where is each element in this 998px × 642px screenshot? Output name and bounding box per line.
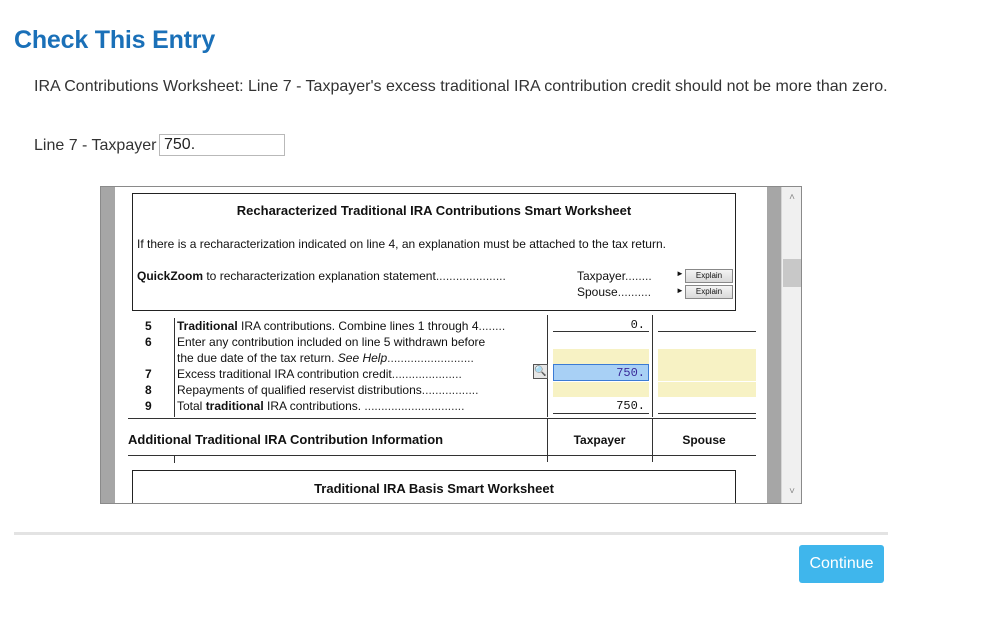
page-title: Check This Entry [14,26,216,54]
taxpayer-label: Taxpayer........ [577,269,652,283]
recharacterized-title: Recharacterized Traditional IRA Contributions Smart Worksheet [236,203,632,218]
additional-taxpayer-header: Taxpayer [573,433,626,447]
divider [14,532,888,535]
line-number: 8 [145,383,152,397]
line-number: 9 [145,399,152,413]
field-label: Line 7 - Taxpayer [34,137,157,154]
quickzoom-text: to recharacterization explanation statement [203,269,436,283]
spouse-label: Spouse.......... [577,285,652,299]
arrow-right-icon: ► [676,269,684,278]
arrow-right-icon: ► [676,286,684,295]
line6-taxpayer-field[interactable] [553,349,649,365]
line5-text: Traditional IRA contributions. Combine lines 1 through 4........ [177,319,506,333]
continue-button[interactable]: Continue [799,545,884,583]
line-number: 7 [145,367,152,381]
line7-spouse-field[interactable] [658,365,756,381]
magnifier-icon[interactable]: 🔍 [534,366,547,377]
recharacterized-note: If there is a recharacterization indicated on line 4, an explanation must be attached to the tax return. [137,237,666,251]
line8-taxpayer-field[interactable] [553,382,649,397]
line7-text: Excess traditional IRA contribution credit..................... [177,367,462,381]
quickzoom-label: QuickZoom [137,269,204,283]
scroll-down-icon[interactable]: ˅ [789,486,795,497]
line6-spouse-field[interactable] [658,349,756,365]
worksheet-page [115,187,767,503]
worksheet-viewer [100,186,802,504]
line8-text: Repayments of qualified reservist distributions................. [177,383,479,397]
line-number: 6 [145,335,152,349]
line9-text: Total traditional IRA contributions. .............................. [177,399,465,413]
line9-taxpayer-value: 750. [616,399,645,413]
basis-title: Traditional IRA Basis Smart Worksheet [314,481,554,496]
quickzoom-link[interactable]: QuickZoom to recharacterization explanation statement..................... [137,269,506,283]
line6-text1: Enter any contribution included on line 5 withdrawn before [177,335,486,349]
additional-spouse-header: Spouse [682,433,726,447]
line7-taxpayer-input[interactable]: 750. [159,134,285,156]
line5-taxpayer-value: 0. [630,318,645,332]
line7-taxpayer-value: 750. [616,366,645,380]
line6-text2: the due date of the tax return. See Help.......................... [177,351,474,365]
line8-spouse-field[interactable] [658,382,756,397]
error-message: IRA Contributions Worksheet: Line 7 - Taxpayer's excess traditional IRA contribution credit should not be more than zero. [34,78,888,95]
line-number: 5 [145,319,152,333]
additional-section-title: Additional Traditional IRA Contribution Information [128,432,444,447]
worksheet-scrollbar[interactable] [781,187,802,503]
spouse-explain-button[interactable]: Explain [685,285,733,299]
scroll-thumb[interactable] [783,259,801,287]
taxpayer-explain-button[interactable]: Explain [685,269,733,283]
scroll-up-icon[interactable]: ˄ [789,192,795,203]
